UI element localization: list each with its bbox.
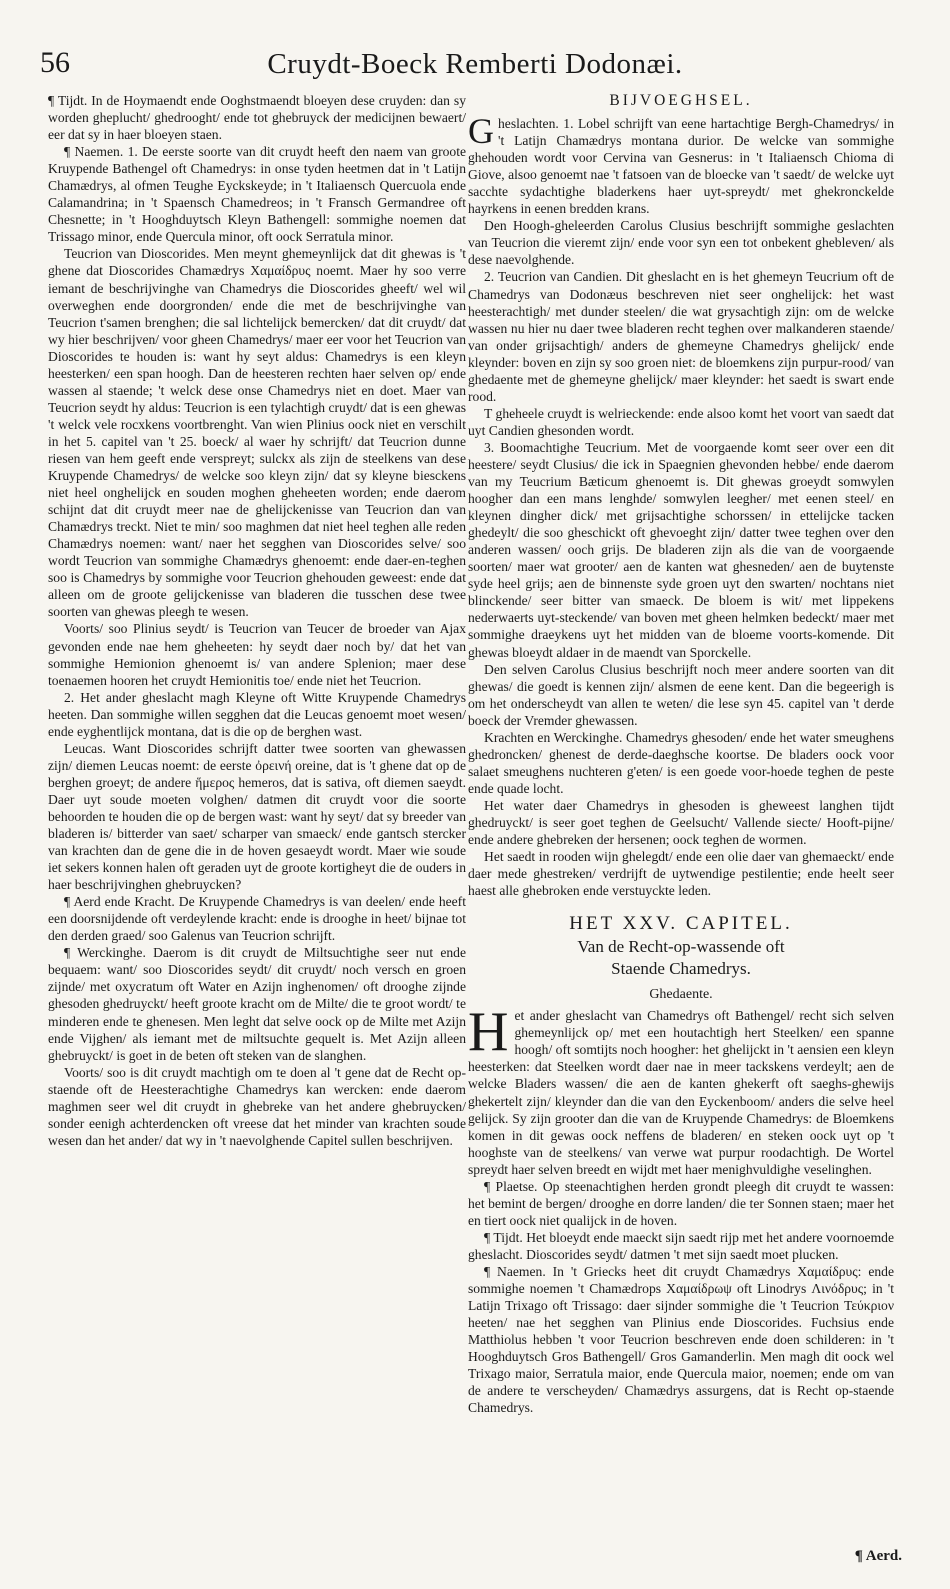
chapter-title-line-1: Van de Recht-op-wassende oft — [577, 937, 785, 957]
subheading-ghedaente: Ghedaente. — [649, 987, 713, 1003]
dropcap-g: G — [468, 111, 494, 152]
appendix-paragraph-welrieckende: T gheheele cruydt is welrieckende: ende alsoo komt het voort van saedt dat uyt Candien ghesonden wordt. — [468, 405, 894, 438]
left-column — [48, 92, 466, 1149]
appendix-paragraph-candien: 2. Teucrion van Candien. Dit gheslacht en is het ghemeyn Teucrium oft de Chamedrys van Dodonæus beschreven niet seer onghelijck: het wast heesterachtigh/ met dunder steelen/ die wat grysachtigh zijn: om de welcke wassen nu hier nu daer twee bladeren recht teghen over malkanderen staende/ van onder grijsachtigh/ anders de ghemeyne Chamedrys ghelijck/ ende kleynder: boven en zijn sy soo groen niet: de bloemkens zijn purpur-rood/ van ghedaente met de ghemeyne ghelijck/ maer kleynder: het saedt is swart ende rood. — [468, 269, 894, 404]
dropcap-h: H — [468, 1001, 509, 1064]
chapter-title-line-2: Staende Chamedrys. — [611, 959, 751, 979]
paragraph-aerd-kracht: ¶ Aerd ende Kracht. De Kruypende Chamedrys is van deelen/ ende heeft een doorsnijdende oft verdeylende kracht: ende is drooghe in heet/ bijnae tot den derden graed/ soo Galenus van Teucrion schrijft. — [48, 894, 466, 944]
chapter-paragraph-naemen: ¶ Naemen. In 't Griecks heet dit cruydt Chamædrys Χαμαίδρυς: ende sommighe noemen 't Chamædrops Χαμαίδρωψ oft Linodrys Λινόδρυς; in 't Latijn Trixago oft Trissago: daer sijnder sommighe die 't Teucrion Τεύκριον heeten/ nae het segghen van Plinius ende Dioscorides. Fuchsius ende Matthiolus hebben 't voor Teucrion beschreven ende doen schilderen: in 't Hooghduytsch Gros Bathengell/ Gros Gamanderlin. Men magh dit oock wel Trixago maior, Serratula maior, ende Quercula maior, noemen; ende om van de andere te verscheyden/ Chamædrys assurgens, dat is Recht op-staende Chamedrys. — [468, 1264, 894, 1416]
appendix-paragraph-boomachtighe: 3. Boomachtighe Teucrium. Met de voorgaende komt seer over een dit heestere/ seydt Clusius/ die ick in Spaegnien ghevonden hebbe/ ende daerom van my Teucrium Bæticum ghenoemt is. Dit ghewas groeydt somwylen hoogher dan een mans lenghde/ somwylen leegher/ met eenen steel/ en kleynen dingher dick/ met grijsachtighe schorssen/ in ettelijcke tacken ghedeylt/ die soo gheschickt oft ghevoeght zijn/ datter twee teghen over den anderen wassen/ ooch grijs. De bladeren zijn als die van de voorgaende soorten/ maer wat grooter/ aen de kanten wat ghesneden/ aen de buytenste syde heel grijs; aen de binnenste syde groen uyt den swarten/ nochtans niet blinckende/ seer bitter van smaeck. De bloem is wit/ met lippekens nederwaerts uyt-steckende/ van boven met gheen helmken bedeckt/ maer met sommighe draeykens uyt het midden van de bloeme voorts-komende. Dit ghewas bloeydt aldaer in de maendt van Sporckelle. — [468, 439, 894, 660]
appendix-paragraph-gheslachten-text: heslachten. 1. Lobel schrijft van eene hartachtige Bergh-Chamedrys/ in 't Latijn Chamædrys montana durior. De welcke van sommighe ghehouden wordt voor Cervina van Gesnerus: in 't Italiaensch Chioma di Giove, alsoo genoemt nae 't fatsoen van de bloecke van 't saedt/ de welcke uyt sacchte sydachtighe bladerkens haer uyt-spreydt/ met ghekronckelde hayrkens in eenen bredden krans. — [468, 116, 894, 217]
chapter-paragraph-plaetse: ¶ Plaetse. Op steenachtighen herden grondt pleegh dit cruydt te wassen: het bemint de bergen/ drooghe en dorre landen/ die ter Sonnen staen; maer het en tiert oock niet qualijck in de hoven. — [468, 1178, 894, 1228]
page-header — [40, 40, 910, 86]
catchword: ¶ Aerd. — [854, 1548, 902, 1564]
paragraph-ander-gheslacht: 2. Het ander gheslacht magh Kleyne oft Witte Kruypende Chamedrys heeten. Dan sommighe willen segghen dat die Leucas genoemt moet wesen/ ende eyghentlijck montana, dat is die op de berghen wast. — [48, 689, 466, 739]
chapter-paragraph-ghedaente — [468, 1001, 894, 1177]
page-number: 56 — [40, 46, 70, 79]
chapter-paragraph-tijdt: ¶ Tijdt. Het bloeydt ende maeckt sijn saedt rijp met het andere voornoemde gheslacht. Dioscorides seydt/ datmen 't met sijn saedt moet plucken. — [468, 1229, 894, 1262]
chapter-heading: HET XXV. CAPITEL. — [569, 913, 793, 935]
appendix-paragraph-clusius: Den Hoogh-gheleerden Carolus Clusius beschrijft sommighe geslachten van Teucrion die vieremt zijn/ ende voor syn een tot onbekent ghebleven/ als dese naevolghende. — [468, 218, 894, 268]
paragraph-teucrion: Teucrion van Dioscorides. Men meynt ghemeynlijck dat dit ghewas is 't ghene dat Dioscorides Chamædrys Χαμαίδρυς noemt. Maer hy soo verre iemant de beschrijvinghe van Chamedrys die Dioscorides gheeft/ wel wil overweghen ende doorgronden/ ende die met de beschrijvinghe van Teucrion t'samen brenghen; die sal lichtelijck bemercken/ dat dit cruydt/ dat wy hier beschrijven/ voor gheen Chamedrys/ maer eer voor het Teucrion van Dioscorides te houden is: want hy seyt aldus: Chamedrys is een kleyn heesterken/ een span hoogh. Dan de heesteren rechten haer selven op/ ende wassen al staende; 't welck dese onse Chamedrys niet en doet. Maer van Teucrion seydt hy aldus: Teucrion is een tylachtigh cruydt/ dat is een ghewas 't welck vele rocxkens voortbrenght. Van wien Plinius oock niet en verschilt in het 5. capitel van 't 25. boeck/ al waer hy schrijft/ dat Teucrion dunne riesen van hem geeft ende verspreyt; sulckx als zijn de steelkens van dese Kruypende Chamedrys/ de welcke soo kleyn zijn/ dat sy kleyne biesckens niet heel onghelijck en souden moghen gheheeten worden; ende daerom schijnt dat dit cruydt meer nae de ghelijckenisse van Teucrion dan van Chamædrys treckt. Niet te min/ soo maghmen dat niet heel teghen alle reden Chamædrys noemen: want/ naer het segghen van Dioscorides selve/ soo wordt Teucrion van sommighe Chamædrys ghenoemt: ende daer-en-teghen soo is Chamedrys by sommighe voor Teucrion ghehouden geweest: ende dat alleen om de groote gelijckenisse van bladeren die tusschen dese twee soorten van ghewas pleegh te wesen. — [48, 246, 466, 620]
appendix-paragraph-water: Het water daer Chamedrys in ghesoden is gheweest langhen tijdt ghedruyckt/ is seer goet teghen de Geelsucht/ Vallende siecte/ Hooft-pijne/ ende andere ghebreken der hersenen; oock teghen de wormen. — [468, 797, 894, 848]
appendix-paragraph-saedt: Het saedt in rooden wijn ghelegdt/ ende een olie daer van ghemaeckt/ ende daer mede ghestreken/ verdrijft de uytwendige pestilentie; ende heelt seer haest alle ghebroken ende verstuyckte leden. — [468, 849, 894, 899]
paragraph-leucas: Leucas. Want Dioscorides schrijft datter twee soorten van ghewassen zijn/ diemen Leucas noemt: de eerste ὀρεινή oreine, dat is 't ghene dat op de berghen groeyt; de andere ἥμερος hemeros, dat is sativa, oft diemen saeydt. Daer uyt soude moeten volghen/ datmen dit cruydt voor die soorte behoorden te houden die op de bergen wast: want hy seyt/ dat sy breeder van bladeren is/ bitterder van saet/ scharper van smaeck/ ende gantsch stercker van krachten dan de gene die in de hoven gesaeydt wordt. Maer wie soude iet sekers konnen halen oft geraden uyt de groote kortigheyt die de ouders in haer beschrijvinghen ghebruycken? — [48, 740, 467, 893]
paragraph-plinius: Voorts/ soo Plinius seydt/ is Teucrion van Teucer de broeder van Ajax gevonden ende nae hem gheheeten: hy seydt daer noch by/ dat het van sommighe Hemionion ghenoemt is/ van andere Splenion; maer dese toenaemen hooren het cruydt Hemionitis toe/ ende niet het Teucrion. — [48, 621, 466, 688]
running-title: Cruydt-Boeck Remberti Dodonæi. — [267, 48, 683, 80]
right-column — [468, 92, 894, 1416]
paragraph-tijdt: ¶ Tijdt. In de Hoymaendt ende Ooghstmaendt bloeyen dese cruyden: dan sy worden gheplucht/ ghedrooght/ ende tot ghebruyck der medicijnen bewaert/ eer dat sy in haer bloeyen staen. — [48, 93, 466, 143]
appendix-paragraph-meer-soorten: Den selven Carolus Clusius beschrijft noch meer andere soorten van dit ghewas/ die goedt is kennen zijn/ alsmen de eene kent. Dan die begeerigh is om het onderscheydt van allen te weten/ die lese syn 45. capitel van 't derde boeck der Vremder ghewassen. — [468, 661, 894, 728]
paragraph-naemen: ¶ Naemen. 1. De eerste soorte van dit cruydt heeft den naem van groote Kruypende Bathengel oft Chamedrys: in onse tyden heetmen dat in 't Latijn Chamædrys, al ofmen Teughe Eyckskeyde; in 't Italiaensch Quercuola ende Calamandrina; in 't Spaensch Chamedreos; in 't Fransch Germandree oft Chesnette; in 't Hooghduytsch Kleyn Bathengell: sommighe noemen dat Trissago minor, ende Quercula minor, oft oock Serratula minor. — [48, 144, 466, 245]
paragraph-voorts: Voorts/ soo is dit cruydt machtigh om te doen al 't gene dat de Recht op-staende oft de Heesterachtighe Chamedrys kan wercken: ende daerom maghmen seer wel dit cruydt in ghebreke van het andere ghebruycken/ sonder eenigh achterdencken oft vreese dat het minder van krachten soude wesen dan het ander/ dat wy in 't naevolghende Capitel sullen beschrijven. — [48, 1064, 466, 1148]
appendix-paragraph-gheslachten — [468, 111, 894, 217]
chapter-title — [468, 936, 894, 980]
paragraph-werckinghe: ¶ Werckinghe. Daerom is dit cruydt de Miltsuchtighe seer nut ende bequaem: want/ soo Dioscorides seydt/ dit cruydt/ noch versch en groen zijnde/ met oxycratum oft Water en Azijn inghenomen/ oft drooghe zijnde ghesoden ghedruyckt/ heeft groote kracht om de Milte/ die te groot wordt/ te minderen ende te ghenesen. Men leght dat selve oock op de Milte met Azijn ende Vijghen/ als iemant met de miltsuchte gequelt is. Met Azijn alleen ghebruyckt/ is goet in de beten oft steken van de slanghen. — [48, 945, 466, 1063]
appendix-heading: BIJVOEGHSEL. — [609, 92, 753, 109]
appendix-paragraph-krachten: Krachten en Werckinghe. Chamedrys ghesoden/ ende het water smeughens ghedroncken/ ghenest de derde-daeghsche koortse. De bladers oock voor salaet smeughens nuchteren g'eten/ is een goede voor-hoede teghen de peste ende quade locht. — [468, 729, 894, 796]
chapter-paragraph-ghedaente-text: et ander gheslacht van Chamedrys oft Bathengel/ recht sich selven ghemeynlijck op/ met een houtachtigh hert Steelken/ een spanne hoogh/ oft somtijts noch hoogher: het ghelijckt in 't aensien een kleyn heesterken: dat Steelken wordt daer nae in meer tackskens verdeylt; aen de welcke Bladers wassen/ die aen de kanten ghekerft oft saeghs-ghewijs ghekertelt zijn/ kleynder dan die van den Eyckenboom/ anders die selve heel gelijck. Sy zijn grooter dan die van de Kruypende Chamedrys: de Bloemkens komen in dit gewas oock neffens de bladeren/ en steken oock uyt op 't hooghste van de steelkens/ van verwe wat purpur roodachtigh. De Wortel spreydt haer selven breedt en wijdt met haer menighvuldighe veselinghen. — [468, 1008, 894, 1177]
